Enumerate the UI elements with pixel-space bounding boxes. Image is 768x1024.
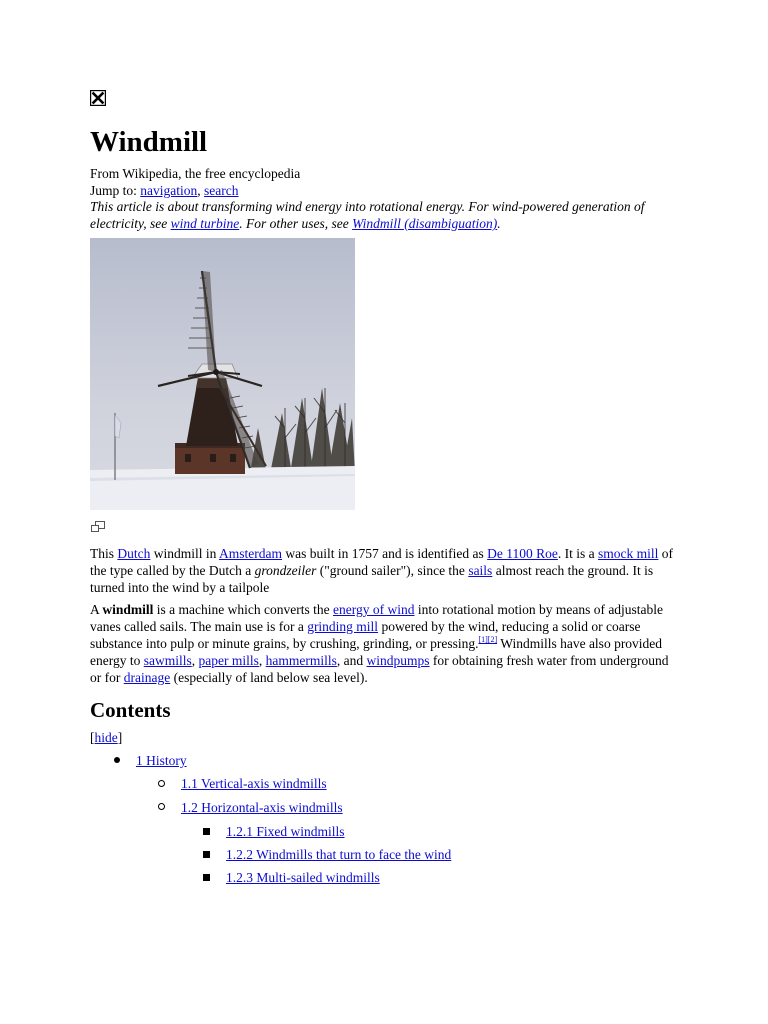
caption-text: almost reach the ground. It is turned into the wind by a tailpole [90, 563, 654, 595]
windmill-disambiguation-link[interactable]: Windmill (disambiguation) [352, 216, 498, 231]
caption-text: ("ground sailer"), since the [319, 563, 465, 578]
toc-item-history[interactable]: 1 History [136, 753, 187, 768]
intro-text: for obtaining fresh water from underground or for [90, 653, 669, 685]
toc-bullet [203, 874, 210, 881]
jump-to-navigation-link[interactable]: navigation [140, 183, 198, 198]
toc-bullet [158, 803, 165, 810]
windpumps-link[interactable]: windpumps [366, 653, 430, 668]
caption-text: . It is a [557, 546, 595, 561]
intro-text: , and [336, 653, 364, 668]
toc-bracket: [ [90, 730, 95, 745]
intro-text: A [90, 602, 100, 617]
hatnote [90, 198, 670, 232]
caption-text: was built in 1757 and is identified as [285, 546, 484, 561]
reference-link[interactable]: [1][2] [478, 635, 498, 644]
caption-text: of the type called by the Dutch a [90, 546, 674, 578]
de-1100-roe-link[interactable]: De 1100 Roe [487, 546, 558, 561]
dutch-link[interactable]: Dutch [117, 546, 151, 561]
intro-text: (especially of land below sea level). [173, 670, 368, 685]
intro-text: , [191, 653, 196, 668]
intro-bold-term: windmill [102, 602, 154, 617]
page-title: Windmill [90, 126, 208, 158]
caption-text: windmill in [153, 546, 217, 561]
jump-to-search-link[interactable]: search [204, 183, 239, 198]
jump-to-separator: , [197, 183, 201, 198]
intro-text: Windmills have also provided energy to [90, 636, 663, 668]
hatnote-text: This article is about transforming wind energy into rotational energy. For wind-powered generation of electricity, see [90, 199, 645, 231]
toc-item-turn-to-face-wind[interactable]: 1.2.2 Windmills that turn to face the wind [226, 847, 452, 862]
toc-item-fixed-windmills[interactable]: 1.2.1 Fixed windmills [226, 824, 345, 839]
smock-mill-link[interactable]: smock mill [598, 546, 659, 561]
toc-hide-toggle [90, 729, 680, 746]
amsterdam-link[interactable]: Amsterdam [219, 546, 283, 561]
contents-heading: Contents [90, 698, 171, 722]
image-caption [90, 545, 680, 596]
caption-text: This [90, 546, 115, 561]
hatnote-text-2: . For other uses, see [239, 216, 349, 231]
toc-bullet [203, 851, 210, 858]
toc-hide-link[interactable]: hide [94, 730, 118, 745]
grondzeiler-term: grondzeiler [254, 563, 317, 578]
intro-paragraph [90, 601, 680, 686]
toc-bullet [158, 780, 165, 787]
tagline: From Wikipedia, the free encyclopedia [90, 166, 301, 181]
sails-link[interactable]: sails [468, 563, 493, 578]
toc-bracket: ] [117, 730, 123, 745]
toc-bullet [203, 828, 210, 835]
grinding-mill-link[interactable]: grinding mill [307, 619, 379, 634]
magnify-clip-icon[interactable] [90, 520, 106, 534]
wind-turbine-link[interactable]: wind turbine [170, 216, 240, 231]
windmill-photo[interactable] [90, 238, 355, 510]
intro-text: powered by the wind, reducing a solid or coarse substance into pulp or minute grains, by crushing, grinding, or pressing. [90, 619, 641, 651]
jump-to-label: Jump to: [90, 183, 137, 198]
close-box-icon[interactable] [90, 90, 106, 106]
intro-text: is a machine which converts the [156, 602, 330, 617]
toc-bullet [114, 757, 120, 763]
intro-text: into rotational motion by means of adjustable vanes called sails. The main use is for a [90, 602, 664, 634]
intro-text: , [258, 653, 263, 668]
sawmills-link[interactable]: sawmills [143, 653, 192, 668]
toc-item-vertical-axis[interactable]: 1.1 Vertical-axis windmills [181, 776, 327, 791]
hammermills-link[interactable]: hammermills [265, 653, 337, 668]
energy-of-wind-link[interactable]: energy of wind [332, 602, 415, 617]
jump-to [90, 182, 680, 199]
hatnote-text-3: . [497, 216, 501, 231]
drainage-link[interactable]: drainage [123, 670, 171, 685]
paper-mills-link[interactable]: paper mills [198, 653, 259, 668]
toc-item-horizontal-axis[interactable]: 1.2 Horizontal-axis windmills [181, 800, 343, 815]
toc-item-multi-sailed[interactable]: 1.2.3 Multi-sailed windmills [226, 870, 380, 885]
